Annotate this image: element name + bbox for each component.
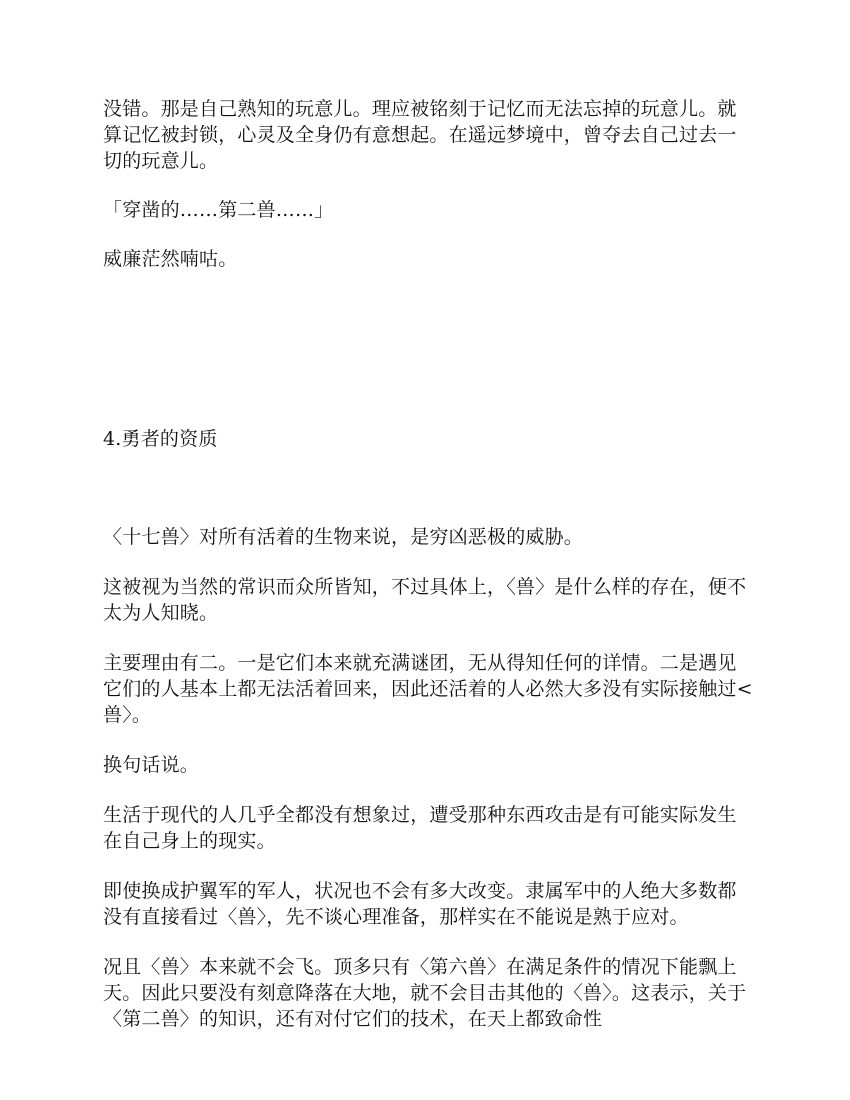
intro-paragraph-1: 没错。那是自己熟知的玩意儿。理应被铭刻于记忆而无法忘掉的玩意儿。就算记忆被封锁，心灵及全身仍有意想起。在遥远梦境中，曾夺去自己过去一切的玩意儿。 [103,98,737,172]
body-paragraph-7: 况且〈兽〉本来就不会飞。顶多只有〈第六兽〉在满足条件的情况下能飘上天。因此只要没有刻意降落在大地，就不会目击其他的〈兽〉。这表示，关于〈第二兽〉的知识，还有对付它们的技术，在天上都致命性 [103,956,747,1030]
body-paragraph-6: 即使换成护翼军的军人，状况也不会有多大改变。隶属军中的人绝大多数都没有直接看过〈兽〉，先不谈心理准备，那样实在不能说是熟于应对。 [103,880,737,928]
body-paragraph-4: 换句话说。 [103,754,200,776]
intro-paragraph-3: 威廉茫然喃咕。 [103,248,238,270]
body-paragraph-1: 〈十七兽〉对所有活着的生物来说，是穷凶恶极的威胁。 [103,526,584,548]
intro-dialogue-line: 「穿凿的……第二兽……」 [103,199,334,221]
chapter-heading: 4.勇者的资质 [103,428,218,450]
document-page [103,96,753,1056]
body-paragraph-5: 生活于现代的人几乎全都没有想象过，遭受那种东西攻击是有可能实际发生在自己身上的现实。 [103,804,737,852]
body-paragraph-3: 主要理由有二。一是它们本来就充满谜团，无从得知任何的详情。二是遇见它们的人基本上都无法活着回来，因此还活着的人必然大多没有实际接触过<兽〉。 [103,652,753,726]
body-paragraph-2: 这被视为当然的常识而众所皆知，不过具体上，〈兽〉是什么样的存在，便不太为人知晓。 [103,576,747,624]
